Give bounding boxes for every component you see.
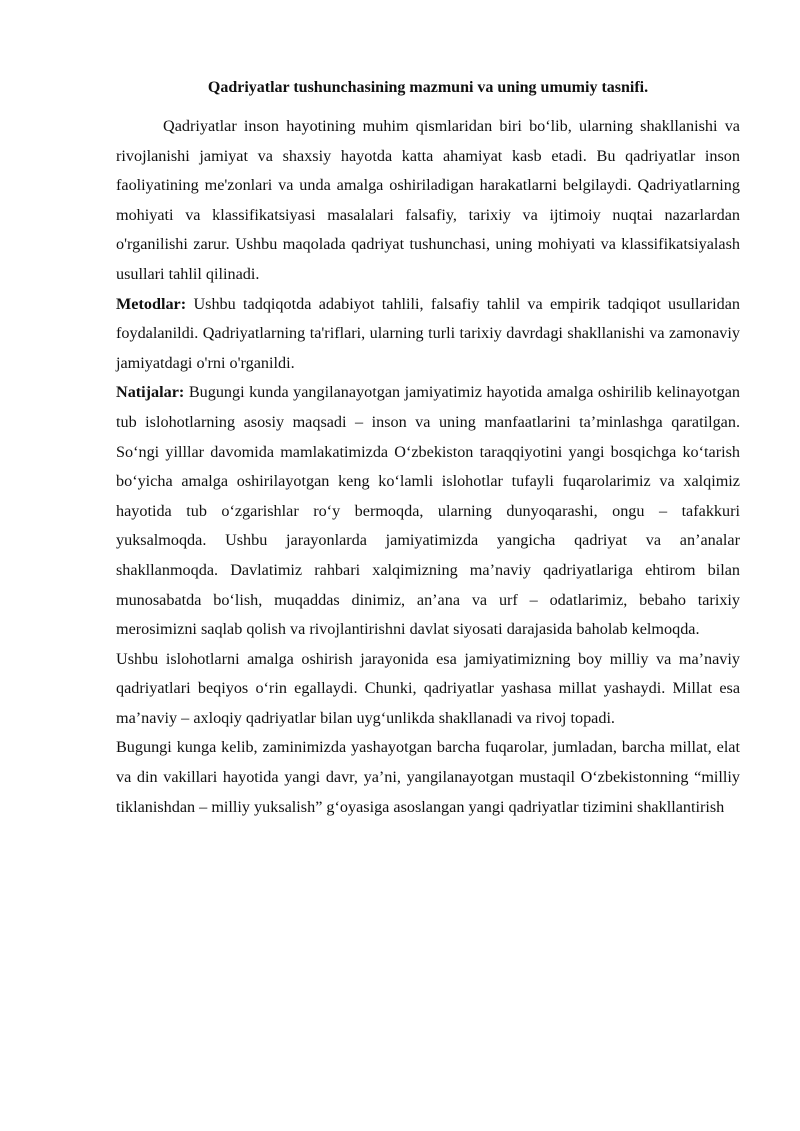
reforms-paragraph xyxy=(116,645,740,734)
methods-label: Metodlar: xyxy=(116,294,187,313)
results-paragraph xyxy=(116,378,740,644)
closing-paragraph-text: Bugungi kunga kelib, zaminimizda yashayotgan barcha fuqarolar, jumladan, barcha millat, elat va din vakillari hayotida yangi davr, ya’ni, yangilanayotgan mustaqil O‘zbekistonning “milliy tiklanishdan – milliy yuksalish” g‘oyasiga asoslangan yangi qadriyatlar tizimini shakllantirish xyxy=(116,738,740,816)
intro-paragraph xyxy=(116,112,740,290)
results-label: Natijalar: xyxy=(116,383,185,402)
methods-paragraph-text: Ushbu tadqiqotda adabiyot tahlili, falsafiy tahlil va empirik tadqiqot usullaridan foydalanildi. Qadriyatlarning ta'riflari, ularning turli tarixiy davrdagi shakllanishi va zamonaviy jamiyatdagi o'rni o'rganildi. xyxy=(116,294,740,372)
document-title: Qadriyatlar tushunchasining mazmuni va uning umumiy tasnifi. xyxy=(207,79,649,96)
document-page xyxy=(116,74,740,822)
intro-paragraph-text: Qadriyatlar inson hayotining muhim qismlaridan biri bo‘lib, ularning shakllanishi va rivojlanishi jamiyat va shaxsiy hayotda katta ahamiyat kasb etadi. Bu qadriyatlar inson faoliyatining me'zonlari va unda amalga oshiriladigan harakatlarni belgilaydi. Qadriyatlarning mohiyati va klassifikatsiyasi masalalari falsafiy, tarixiy va ijtimoiy nuqtai nazarlardan o'rganilishi zarur. Ushbu maqolada qadriyat tushunchasi, uning mohiyati va klassifikatsiyalash usullari tahlil qilinadi. xyxy=(116,117,740,283)
closing-paragraph xyxy=(116,733,740,822)
methods-paragraph xyxy=(116,290,740,379)
results-paragraph-text: Bugungi kunda yangilanayotgan jamiyatimiz hayotida amalga oshirilib kelinayotgan tub islohotlarning asosiy maqsadi – inson va uning manfaatlarini ta’minlashga qaratilgan. So‘ngi yilllar davomida mamlakatimizda O‘zbekiston taraqqiyotini yangi bosqichga ko‘tarish bo‘yicha amalga oshirilayotgan keng ko‘lamli islohotlar tufayli fuqarolarimiz va xalqimiz hayotida tub o‘zgarishlar ro‘y bermoqda, ularning dunyoqarashi, ongu – tafakkuri yuksalmoqda. Ushbu jarayonlarda jamiyatimizda yangicha qadriyat va an’analar shakllanmoqda. Davlatimiz rahbari xalqimizning ma’naviy qadriyatlariga ehtirom bilan munosabatda bo‘lish, muqaddas dinimiz, an’ana va urf – odatlarimiz, bebaho tarixiy merosimizni saqlab qolish va rivojlantirishni davlat siyosati darajasida baholab kelmoqda. xyxy=(116,383,740,639)
reforms-paragraph-text: Ushbu islohotlarni amalga oshirish jarayonida esa jamiyatimizning boy milliy va ma’naviy qadriyatlari beqiyos o‘rin egallaydi. Chunki, qadriyatlar yashasa millat yashaydi. Millat esa ma’naviy – axloqiy qadriyatlar bilan uyg‘unlikda shakllanadi va rivoj topadi. xyxy=(116,649,740,727)
